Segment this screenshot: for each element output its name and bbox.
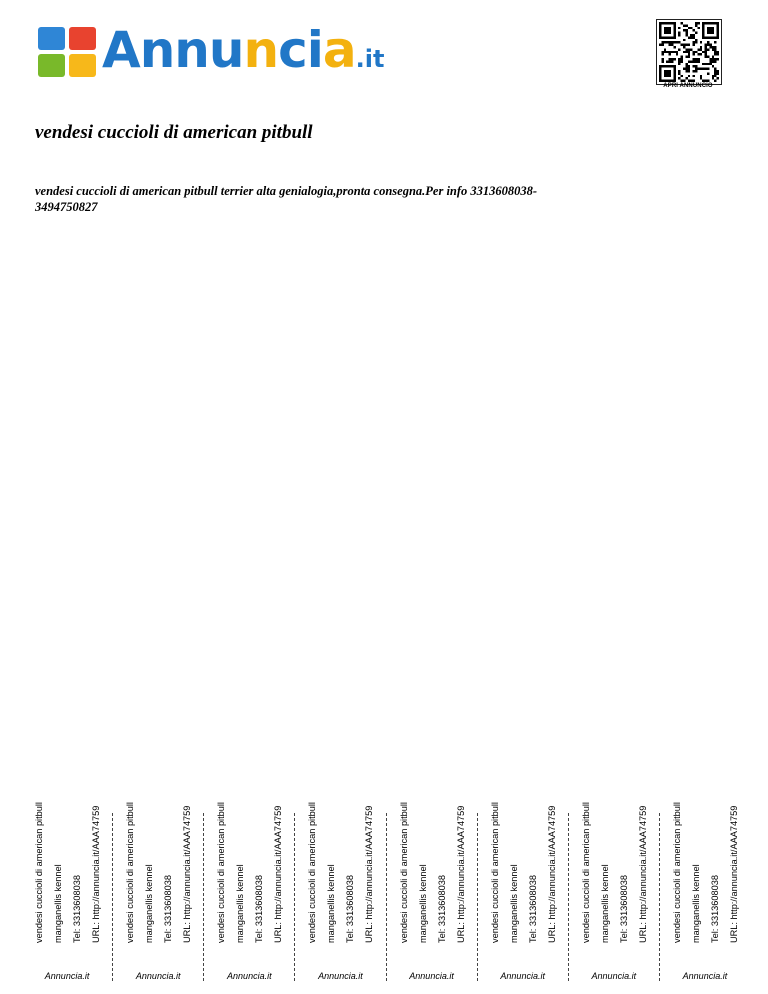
strip-text [668, 802, 742, 943]
strip-contact: manganellis kennel [144, 864, 155, 943]
strip-text [577, 802, 651, 943]
strip-title: vendesi cuccioli di american pitbull [580, 802, 591, 943]
strip-contact: manganellis kennel [53, 864, 63, 943]
qr-caption: APRI ANNUNCIO [663, 83, 713, 89]
strip-brand: Annuncia.it [44, 971, 90, 981]
strip-brand: Annuncia.it [227, 971, 272, 981]
tear-off-strip [294, 802, 385, 981]
strip-text [486, 802, 560, 943]
strip-phone: Tel: 3313608038 [72, 875, 82, 943]
tear-off-strip [568, 802, 659, 981]
strip-text [121, 802, 195, 943]
qr-code-icon [659, 22, 719, 82]
strip-url: URL: http://annuncia.it/AAA74759 [637, 805, 648, 943]
strip-title: vendesi cuccioli di american pitbull [489, 802, 500, 943]
strip-url: URL: http://annuncia.it/AAA74759 [273, 805, 284, 943]
strip-contact: manganellis kennel [417, 864, 428, 943]
strip-text [303, 802, 377, 943]
strip-url: URL: http://annuncia.it/AAA74759 [182, 805, 193, 943]
strip-text [212, 802, 286, 943]
strip-phone: Tel: 3313608038 [709, 875, 720, 943]
tear-off-strip [22, 802, 112, 981]
strip-title: vendesi cuccioli di american pitbull [34, 802, 44, 943]
logo-squares-icon [38, 27, 96, 77]
tear-off-strip [386, 802, 477, 981]
qr-code[interactable] [656, 19, 722, 85]
strip-brand: Annuncia.it [682, 971, 728, 981]
strip-phone: Tel: 3313608038 [436, 875, 447, 943]
strip-contact: manganellis kennel [326, 864, 337, 943]
strip-url: URL: http://annuncia.it/AAA74759 [728, 805, 739, 943]
tear-off-strip [659, 802, 750, 981]
strip-phone: Tel: 3313608038 [163, 875, 174, 943]
logo-wordmark: Annuncia.it [102, 21, 385, 79]
strip-phone: Tel: 3313608038 [345, 875, 356, 943]
strip-contact: manganellis kennel [508, 864, 519, 943]
strip-text [30, 802, 104, 943]
strip-url: URL: http://annuncia.it/AAA74759 [91, 805, 101, 943]
strip-phone: Tel: 3313608038 [254, 875, 265, 943]
tear-off-strip [112, 802, 203, 981]
tear-off-strips [22, 802, 750, 981]
ad-title: vendesi cuccioli di american pitbull [35, 122, 313, 143]
strip-contact: manganellis kennel [235, 864, 246, 943]
strip-brand: Annuncia.it [135, 971, 181, 981]
strip-contact: manganellis kennel [599, 864, 610, 943]
strip-url: URL: http://annuncia.it/AAA74759 [455, 805, 466, 943]
strip-text [395, 802, 469, 943]
strip-contact: manganellis kennel [690, 864, 701, 943]
strip-title: vendesi cuccioli di american pitbull [307, 802, 318, 943]
tear-off-strip [203, 802, 294, 981]
strip-url: URL: http://annuncia.it/AAA74759 [364, 805, 375, 943]
strip-url: URL: http://annuncia.it/AAA74759 [546, 805, 557, 943]
ad-description: vendesi cuccioli di american pitbull terrier alta genialogia,pronta consegna.Per info 3313608038-3494750827 [35, 184, 538, 214]
strip-brand: Annuncia.it [409, 971, 454, 981]
strip-title: vendesi cuccioli di american pitbull [125, 802, 136, 943]
strip-phone: Tel: 3313608038 [527, 875, 538, 943]
strip-phone: Tel: 3313608038 [618, 875, 629, 943]
strip-brand: Annuncia.it [500, 971, 545, 981]
strip-brand: Annuncia.it [318, 971, 363, 981]
strip-title: vendesi cuccioli di american pitbull [216, 802, 227, 943]
strip-brand: Annuncia.it [591, 971, 637, 981]
strip-title: vendesi cuccioli di american pitbull [398, 802, 409, 943]
tear-off-strip [477, 802, 568, 981]
strip-title: vendesi cuccioli di american pitbull [671, 802, 682, 943]
